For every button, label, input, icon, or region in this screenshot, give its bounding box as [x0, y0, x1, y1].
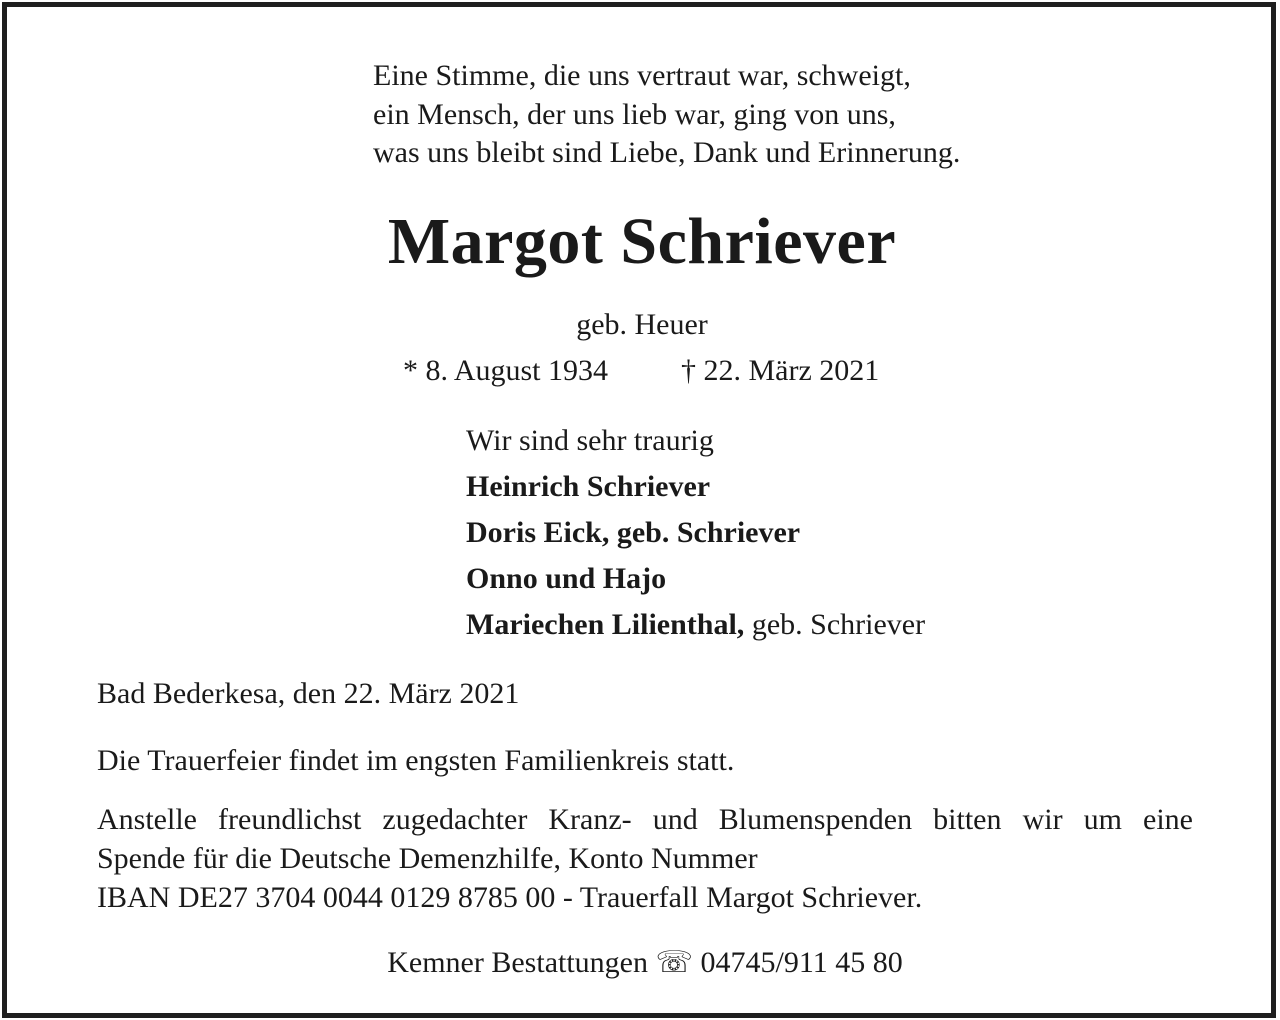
undertaker-name: Kemner Bestattungen: [387, 946, 648, 979]
mourners-list: [466, 426, 925, 656]
motto-line-3: was uns bleibt sind Liebe, Dank und Erinnerung.: [373, 136, 961, 169]
ceremony-note: Die Trauerfeier findet im engsten Familienkreis statt.: [97, 744, 735, 777]
donation-line-1: Anstelle freundlichst zugedachter Kranz- und Blumenspenden bitten wir um eine: [97, 803, 1193, 836]
mourners-intro: Wir sind sehr traurig: [466, 424, 714, 457]
birth-date: * 8. August 1934: [403, 354, 609, 387]
telephone-icon: ☏: [655, 946, 694, 979]
donation-line-3: IBAN DE27 3704 0044 0129 8785 00 - Trauerfall Margot Schriever.: [97, 881, 923, 914]
obituary-frame: [2, 2, 1276, 1018]
motto-line-1: Eine Stimme, die uns vertraut war, schweigt,: [373, 59, 911, 92]
donation-line-2: Spende für die Deutsche Demenzhilfe, Konto Nummer: [97, 842, 758, 875]
motto-line-2: ein Mensch, der uns lieb war, ging von uns,: [373, 97, 896, 131]
deceased-name: Margot Schriever: [387, 205, 897, 278]
motto-verse: [373, 57, 960, 173]
undertaker-line: [7, 948, 1280, 978]
mourner-name-suffix: geb. Schriever: [744, 608, 926, 641]
place-date: Bad Bederkesa, den 22. März 2021: [97, 677, 520, 710]
maiden-name: geb. Heuer: [576, 308, 708, 341]
mourner-name: Onno und Hajo: [466, 562, 667, 595]
mourner-name-bold-part: Mariechen Lilienthal,: [466, 608, 745, 641]
mourner-name-last: [466, 610, 925, 656]
death-date: † 22. März 2021: [681, 354, 880, 387]
mourner-name: Heinrich Schriever: [466, 470, 711, 503]
undertaker-phone: 04745/911 45 80: [700, 946, 903, 979]
donation-note: [97, 800, 1193, 917]
mourner-name: Doris Eick, geb. Schriever: [466, 516, 801, 549]
